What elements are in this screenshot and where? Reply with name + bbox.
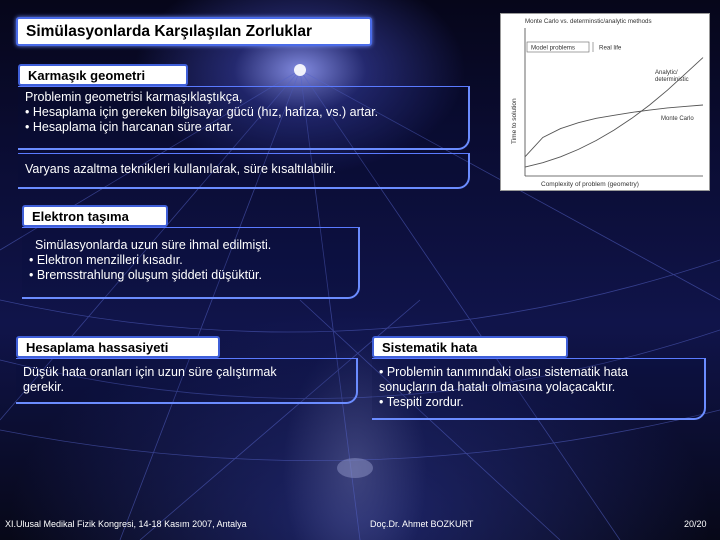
section-header-karmasik-geometri: Karmaşık geometri	[18, 64, 188, 86]
panel-hesaplama-hassasiyeti	[16, 358, 358, 404]
karmasik-line-2: • Hesaplama için gereken bilgisayar gücü (hız, hafıza, vs.) artar.	[25, 105, 379, 119]
legend-analytic: Analytic/ deterministic	[655, 70, 689, 83]
sistematik-line-3: • Tespiti zordur.	[379, 395, 464, 409]
series-monte-carlo-line	[525, 105, 703, 157]
footer-conference: XI.Ulusal Medikal Fizik Kongresi, 14-18 Kasım 2007, Antalya	[5, 519, 247, 529]
elektron-line-2: • Elektron menzilleri kısadır.	[29, 253, 183, 267]
elektron-line-3: • Bremsstrahlung oluşum şiddeti düşüktür.	[29, 268, 262, 282]
annotation-model-problems: Model problems	[531, 44, 576, 52]
panel-sistematik-hata	[372, 358, 706, 420]
chart-svg	[501, 14, 709, 190]
panel-karmasik-geometri	[18, 86, 470, 150]
y-axis-label: Time to solution	[511, 98, 518, 144]
sistematik-line-2: sonuçların da hatalı olmasına yolaçacaktır.	[379, 380, 616, 394]
annotation-real-life: Real life	[599, 44, 622, 52]
footer-author: Doç.Dr. Ahmet BOZKURT	[370, 519, 474, 529]
varyans-note: Varyans azaltma teknikleri kullanılarak, süre kısaltılabilir.	[25, 162, 337, 176]
section-header-hesaplama-hassasiyeti: Hesaplama hassasiyeti	[16, 336, 220, 358]
hassasiyet-line-1: Düşük hata oranları için uzun süre çalıştırmak	[23, 365, 277, 379]
section-header-elektron-tasima: Elektron taşıma	[22, 205, 168, 227]
elektron-line-1: Simülasyonlarda uzun süre ihmal edilmişti.	[35, 238, 272, 252]
legend-monte-carlo: Monte Carlo	[661, 116, 694, 122]
chart-title: Monte Carlo vs. determinstic/analytic methods	[525, 18, 652, 25]
sistematik-line-1: • Problemin tanımındaki olası sistematik hata	[379, 365, 628, 379]
panel-elektron-tasima	[22, 227, 360, 299]
section-header-sistematik-hata: Sistematik hata	[372, 336, 568, 358]
slide-title: Simülasyonlarda Karşılaşılan Zorluklar	[16, 17, 372, 46]
complexity-chart	[500, 13, 710, 191]
footer-page-number: 20/20	[684, 519, 707, 529]
hassasiyet-line-2: gerekir.	[23, 380, 64, 394]
karmasik-line-3: • Hesaplama için harcanan süre artar.	[25, 120, 234, 134]
panel-varyans-note	[18, 153, 470, 189]
karmasik-line-1: Problemin geometrisi karmaşıklaştıkça,	[25, 90, 243, 104]
x-axis-label: Complexity of problem (geometry)	[541, 181, 639, 188]
